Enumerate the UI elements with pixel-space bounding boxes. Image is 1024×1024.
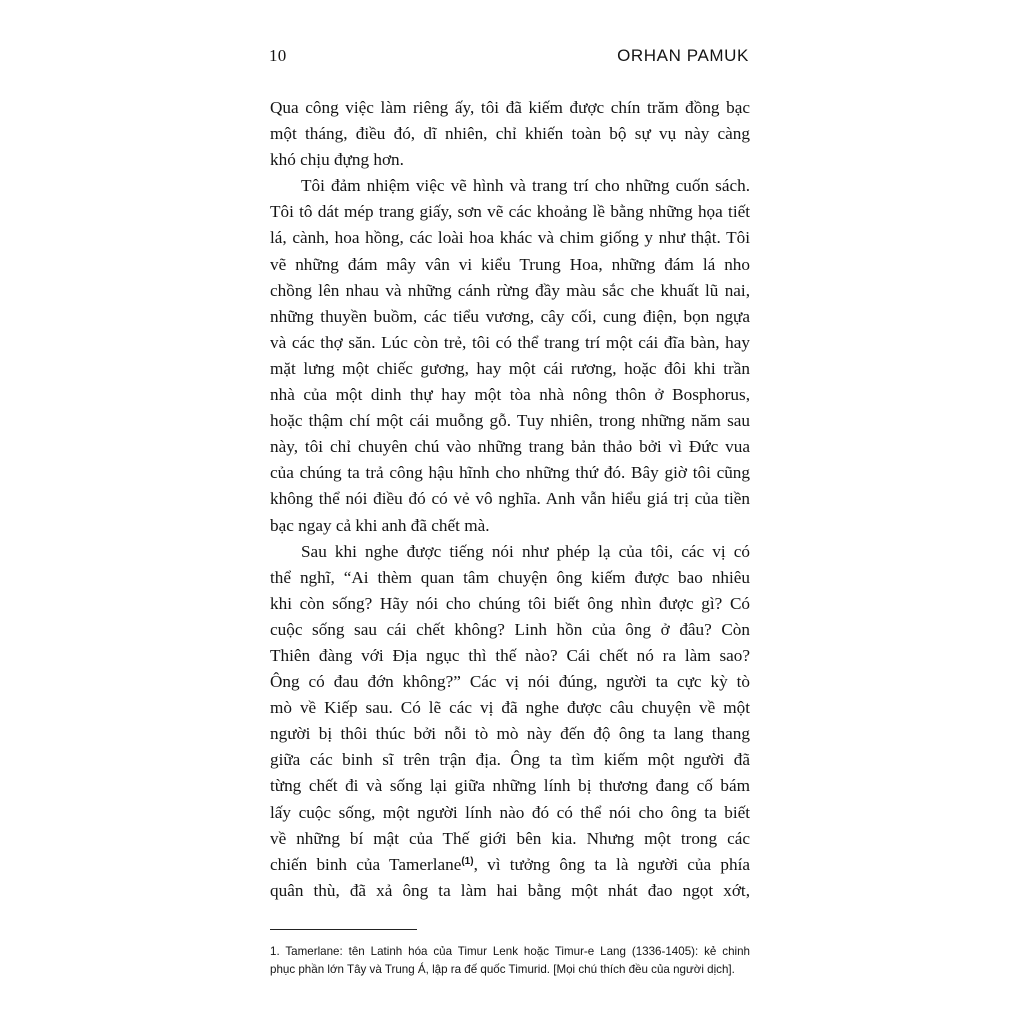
text-line: thể nghĩ, “Ai thèm quan tâm chuyện ông kiếm được bao nhiêu xyxy=(270,567,750,587)
text-line: Sau khi nghe được tiếng nói như phép lạ của tôi, các vị có xyxy=(301,541,750,561)
text-line: vẽ những đám mây vân vi kiểu Trung Hoa, những đám lá nho xyxy=(270,254,750,274)
text-line: Qua công việc làm riêng ấy, tôi đã kiếm được chín trăm đồng bạc xyxy=(270,98,750,117)
footnote-reference[interactable]: (1) xyxy=(461,855,474,867)
footnote-line: 1. Tamerlane: tên Latinh hóa của Timur Lenk hoặc Timur-e Lang (1336-1405): kẻ chinh xyxy=(270,945,750,958)
footnote xyxy=(270,943,750,978)
text-line: những thuyền buồm, các tiểu vương, cây cối, cung điện, bọn ngựa xyxy=(270,306,750,326)
text-line: chồng lên nhau và những cánh rừng đầy màu sắc che khuất lũ nai, xyxy=(270,280,750,300)
text-line: và các thợ săn. Lúc còn trẻ, tôi có thể trang trí một cái đĩa bàn, hay xyxy=(270,332,750,352)
text-line: bạc ngay cả khi anh đã chết mà. xyxy=(270,515,490,535)
text-line: mặt lưng một chiếc gương, hay một cái rương, hoặc đôi khi trần xyxy=(270,358,750,378)
text-line: khi còn sống? Hãy nói cho chúng tôi biết ông nhìn được gì? Có xyxy=(270,593,750,613)
footnote-line: phục phần lớn Tây và Trung Á, lập ra đế quốc Timurid. [Mọi chú thích đều của người dịch]. xyxy=(270,962,735,976)
running-head-author: ORHAN PAMUK xyxy=(617,46,749,65)
text-fragment: , vì tưởng ông ta là người của phía xyxy=(473,854,750,874)
text-line: Ông có đau đớn không?” Các vị nói đúng, người ta cực kỳ tò xyxy=(270,672,750,692)
text-line: Tôi tô dát mép trang giấy, sơn vẽ các khoảng lề bằng những họa tiết xyxy=(270,202,750,222)
text-line: quân thù, đã xả ông ta làm hai bằng một nhát đao ngọt xớt, xyxy=(270,880,750,900)
text-line: mò về Kiếp sau. Có lẽ các vị đã nghe được câu chuyện về một xyxy=(270,698,750,718)
text-line: lá, cành, hoa hồng, các loài hoa khác và chim giống y như thật. Tôi xyxy=(270,228,750,248)
body-text xyxy=(270,95,750,904)
text-line: lấy cuộc sống, một người lính nào đó có thể nói cho ông ta biết xyxy=(270,802,750,822)
text-line: của chúng ta trả công hậu hĩnh cho những thứ đó. Bây giờ tôi cũng xyxy=(270,463,750,483)
text-line: hoặc thậm chí một cái muỗng gỗ. Tuy nhiên, trong những năm sau xyxy=(270,411,750,431)
text-line: cuộc sống sau cái chết không? Linh hồn của ông ở đâu? Còn xyxy=(270,619,750,639)
text-line: về những bí mật của Thế giới bên kia. Nhưng một trong các xyxy=(270,828,750,848)
footnote-divider xyxy=(270,929,417,930)
text-line: không thể nói điều đó có vẻ vô nghĩa. Anh vẫn hiểu giá trị của tiền xyxy=(270,489,750,509)
text-line: này, tôi chỉ chuyên chú vào những trang bản thảo bởi vì Đức vua xyxy=(270,437,750,457)
text-line: giữa các binh sĩ trên trận địa. Ông ta tìm kiếm một người đã xyxy=(270,750,750,770)
text-line: Thiên đàng với Địa ngục thì thế nào? Cái chết nó ra làm sao? xyxy=(270,645,750,665)
text-line: khó chịu đựng hơn. xyxy=(270,150,404,170)
text-line: nhà của một dinh thự hay một tòa nhà nông thôn ở Bosphorus, xyxy=(270,385,750,405)
text-fragment: chiến binh của Tamerlane xyxy=(270,854,462,874)
text-line: một tháng, điều đó, dĩ nhiên, chỉ khiến toàn bộ sự vụ này càng xyxy=(270,124,750,144)
text-line: từng chết đi và sống lại giữa những lính bị thương đang cố bám xyxy=(270,776,750,796)
text-line-with-footnote xyxy=(270,852,750,878)
page-number: 10 xyxy=(269,46,287,65)
text-line: người bị thôi thúc bởi nỗi tò mò này đến độ ông ta lang thang xyxy=(270,724,750,744)
text-line: Tôi đảm nhiệm việc vẽ hình và trang trí cho những cuốn sách. xyxy=(301,176,750,196)
